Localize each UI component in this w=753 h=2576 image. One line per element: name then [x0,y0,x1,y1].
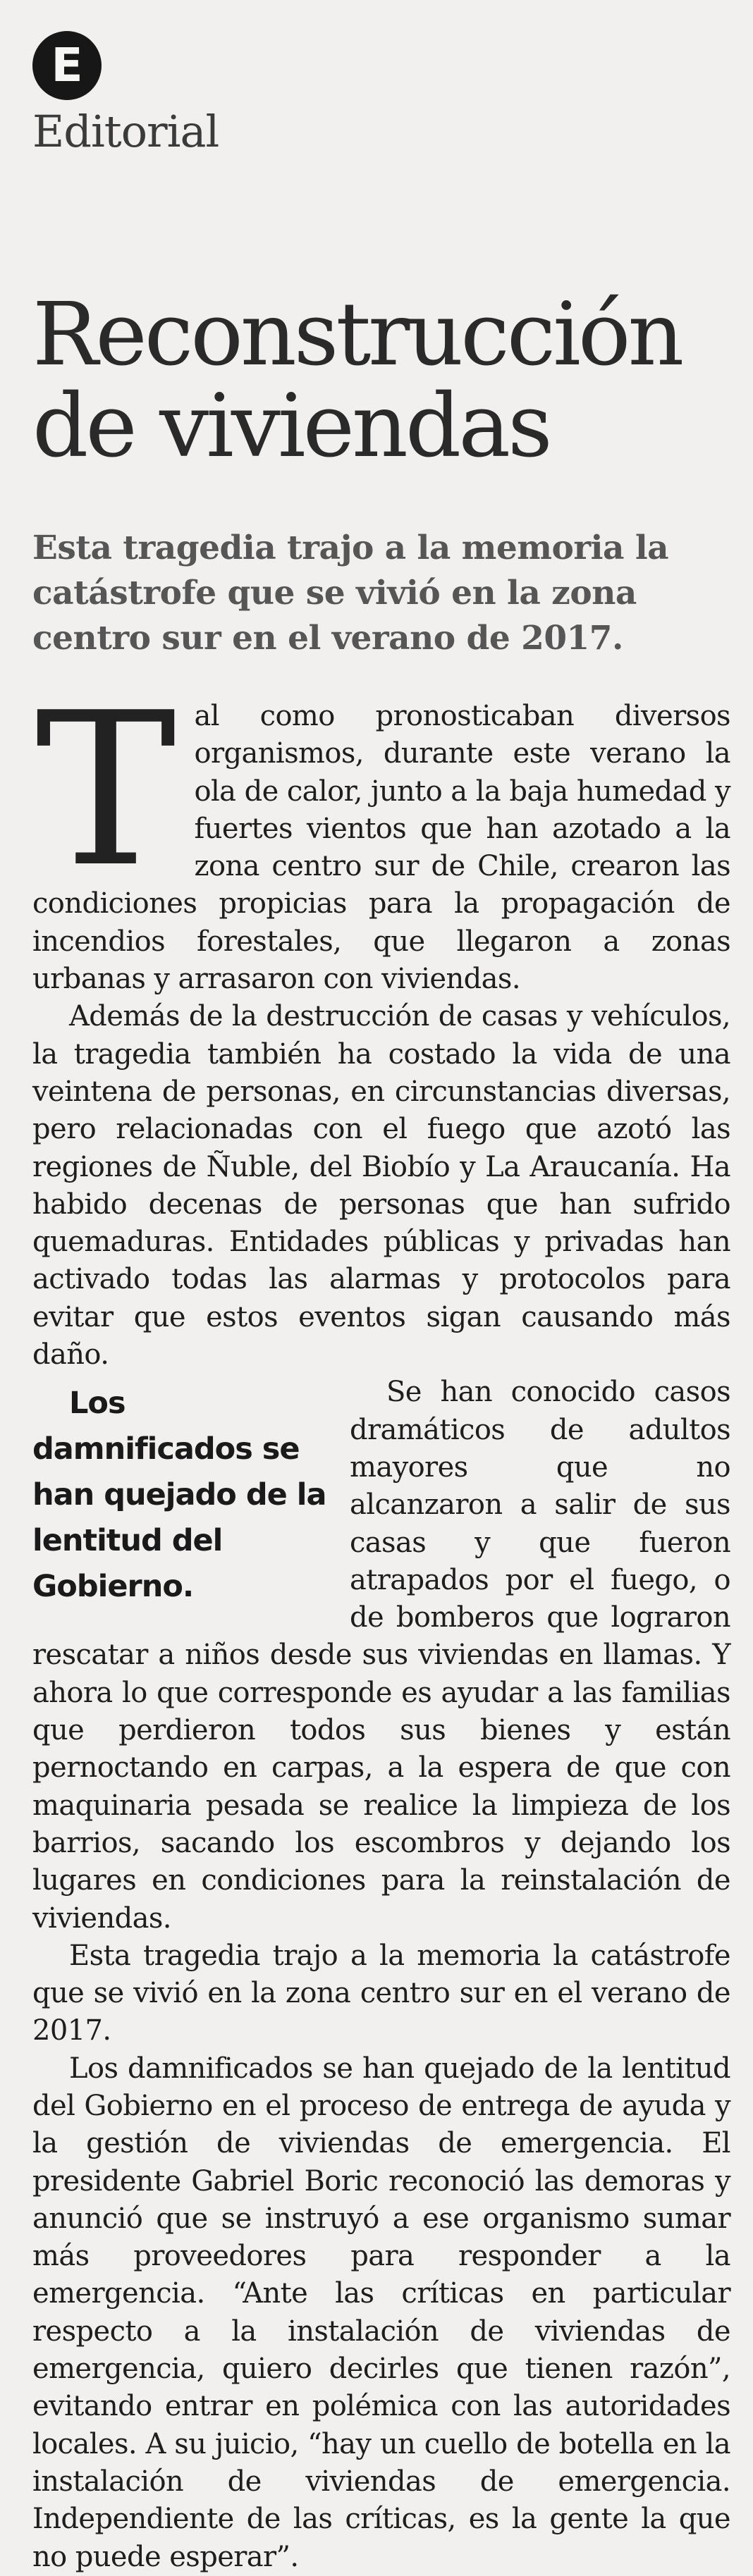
article-lead: Esta tragedia trajo a la memoria la catástrofe que se vivió en la zona centro sur en el verano de 2017. [32,529,669,658]
article-title: Reconstrucción de viviendas [32,284,682,477]
paragraph-4: Esta tragedia trajo a la memoria la catástrofe que se vivió en la zona centro sur en el verano de 2017. [32,1939,730,2047]
paragraph-5: Los damnificados se han quejado de la lentitud del Gobierno en el proceso de entrega de ayuda y la gestión de viviendas de emergencia. El presidente Gabriel Boric reconoció las demoras y anunció que se instruyó a ese organismo sumar más proveedores para responder a la emergencia. “Ante las críticas en particular respecto a la instalación de viviendas de emergencia, quiero decirles que tienen razón”, evitando entrar en polémica con las autoridades locales. A su juicio, “hay un cuello de botella en la instalación de viviendas de emergencia. Independiente de las críticas, es la gente la que no puede esperar”. [32,2052,730,2573]
paragraph-1 [32,667,730,998]
paragraph-3 [32,1374,730,1937]
pull-quote: Los damnificados se han quejado de la lentitud del Gobierno. [32,1386,326,1605]
article-body [32,667,730,2576]
section-label: Editorial [32,106,219,157]
paragraph-3-text: Se han conocido casos dramáticos de adultos mayores que no alcanzaron a salir de sus casas y que fueron atrapados por el fuego, o de bomberos que lograron rescatar a niños desde sus viviendas en llamas. Y ahora lo que corresponde es ayudar a las familias que perdieron todos sus bienes y están pernoctando en carpas, a la espera de que con maquinaria pesada se realice la limpieza de los barrios, sacando los escombros y dejando los lugares en condiciones para la reinstalación de viviendas. [32,1376,730,1935]
paragraph-2: Además de la destrucción de casas y vehículos, la tragedia también ha costado la vida de una veintena de personas, en circunstancias diversas, pero relacionadas con el fuego que azotó las regiones de Ñuble, del Biobío y La Araucanía. Ha habido decenas de personas que han sufrido quemaduras. Entidades públicas y privadas han activado todas las alarmas y protocolos para evitar que estos eventos sigan causando más daño. [32,1000,730,1372]
section-logo: E [32,31,102,100]
paragraph-1-text: al como pronosticaban diversos organismos, durante este verano la ola de calor, junto a la baja humedad y fuertes vientos que han azotado a la zona centro sur de Chile, crearon las condiciones propicias para la propagación de incendios forestales, que llegaron a zonas urbanas y arrasaron con viviendas. [32,700,730,996]
drop-cap: T [35,667,176,913]
